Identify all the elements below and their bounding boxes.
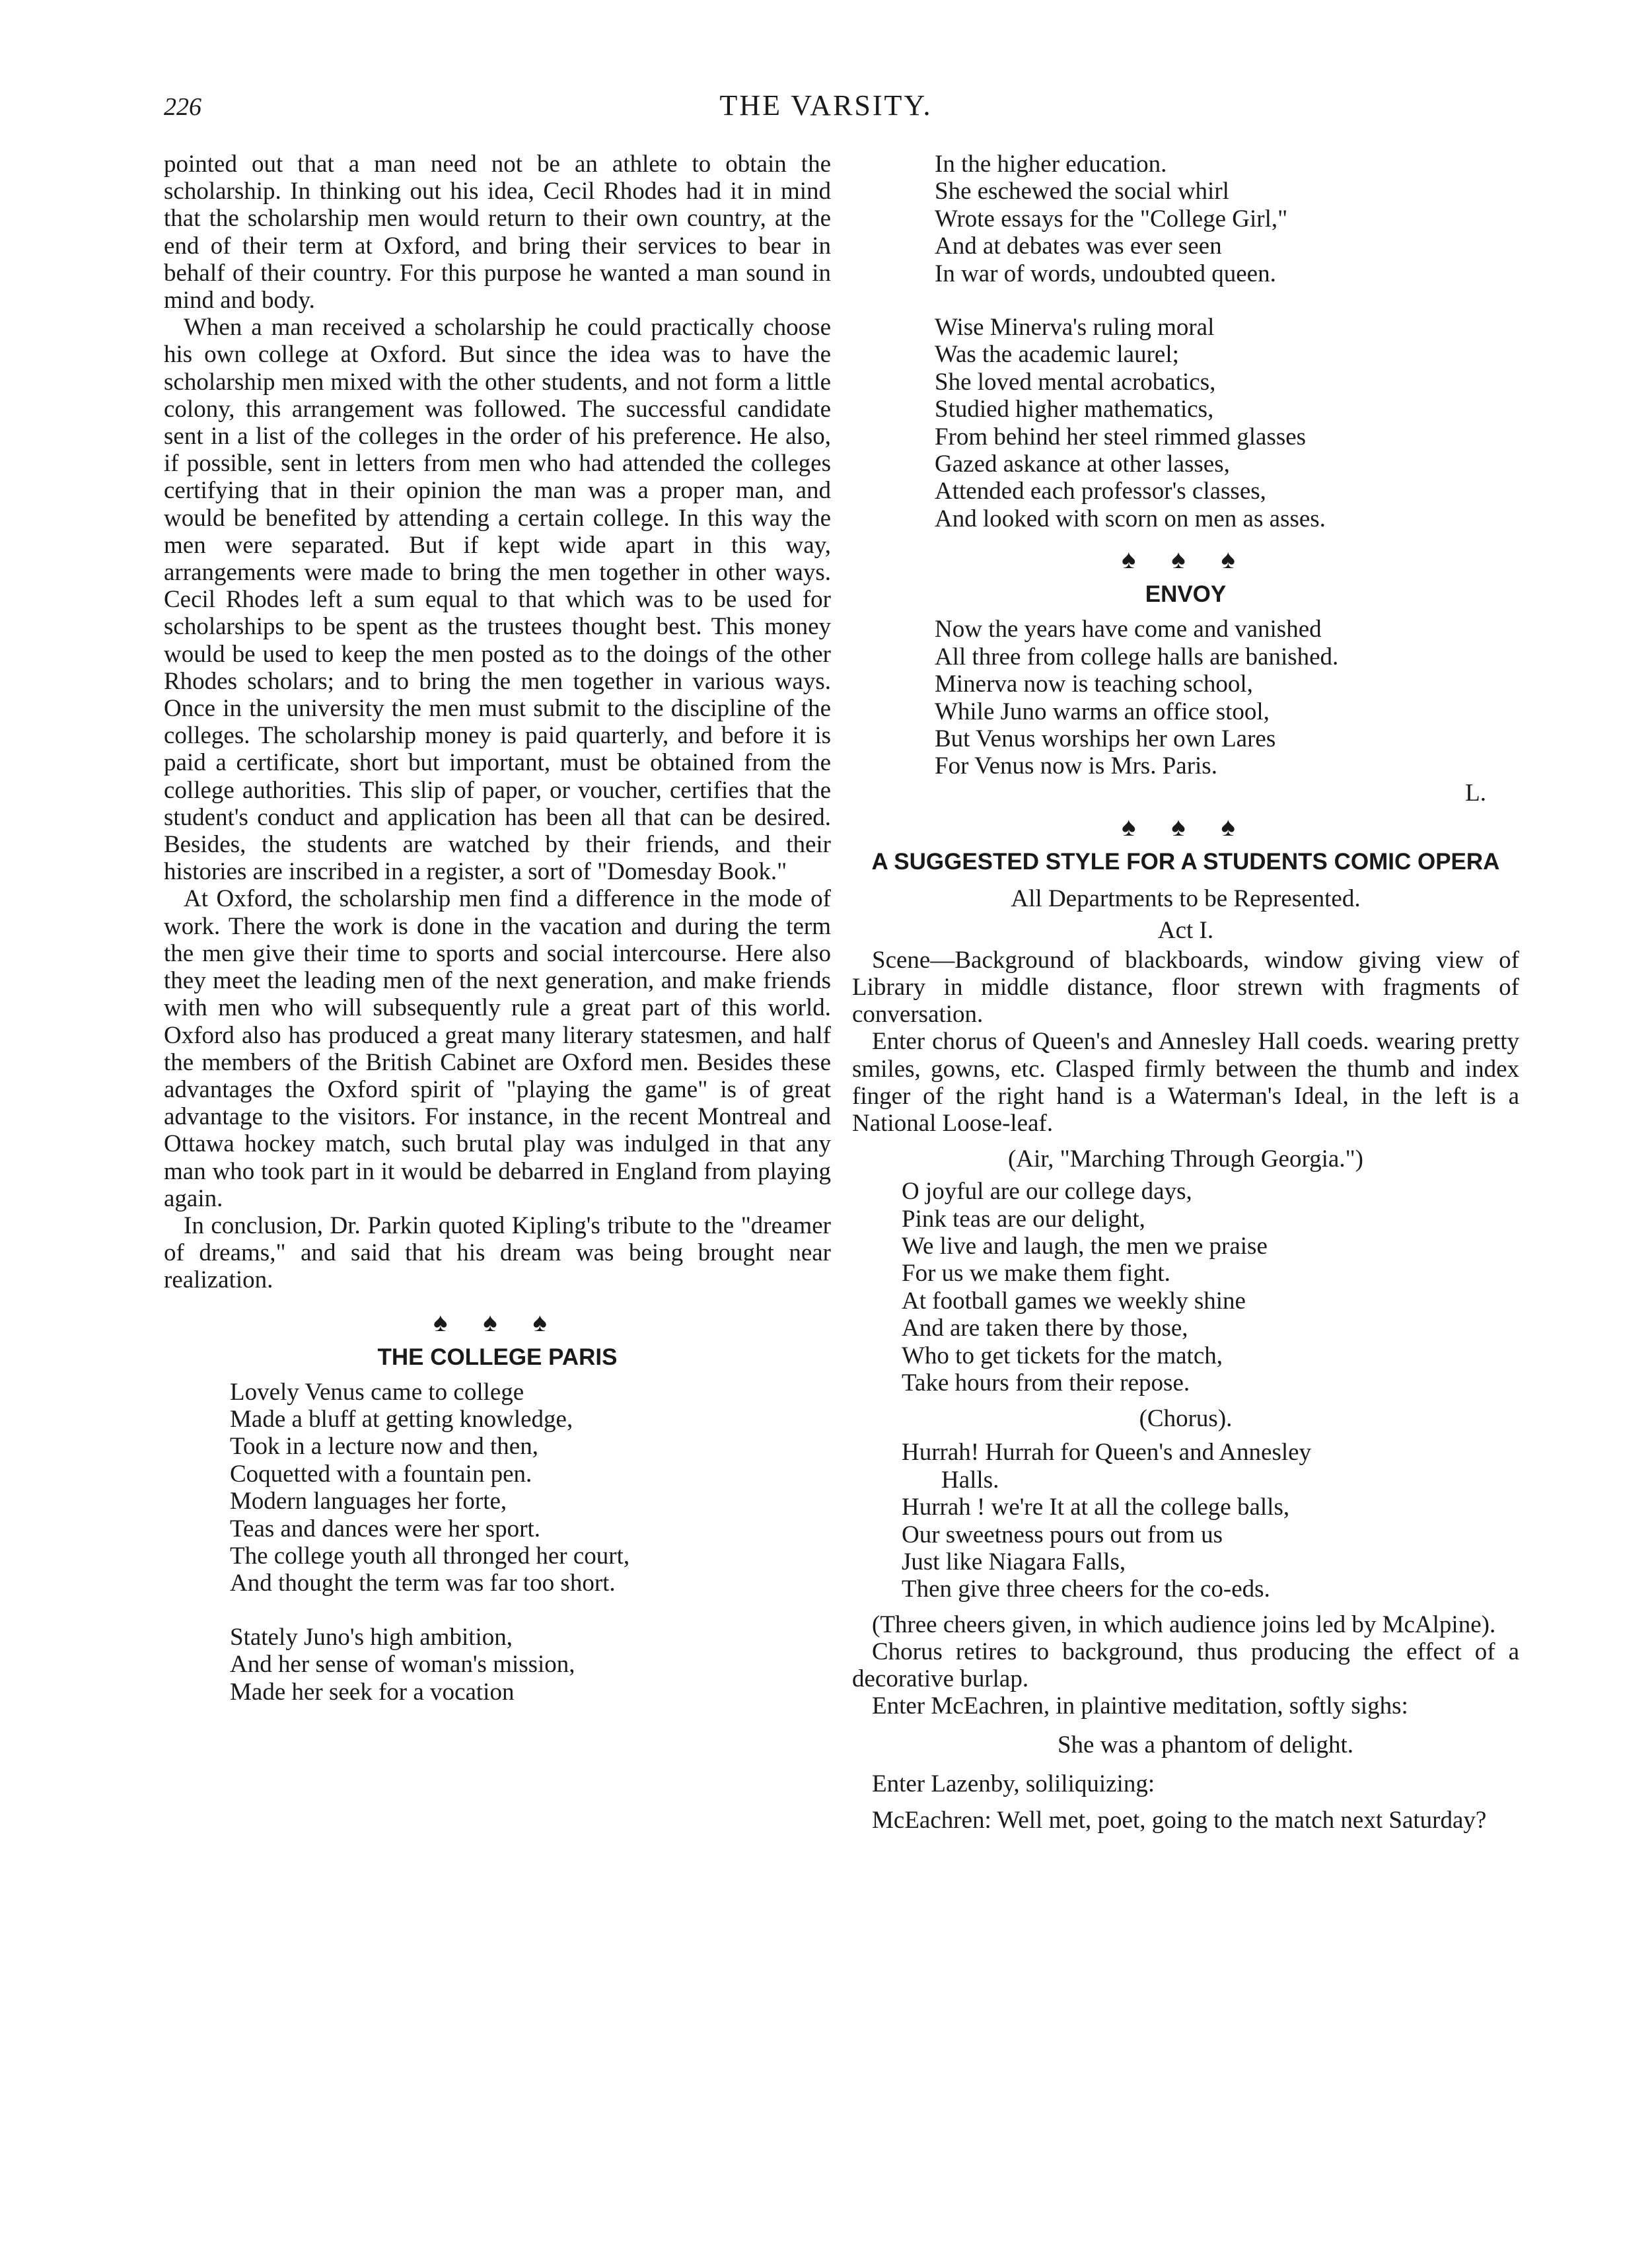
poem-line: Coquetted with a fountain pen. [230, 1460, 532, 1488]
stage-direction: Enter Lazenby, soliliquizing: [872, 1770, 1155, 1797]
dialogue-line: McEachren: Well met, poet, going to the match next Saturday? [872, 1806, 1487, 1834]
poem-line: Now the years have come and vanished [935, 616, 1322, 643]
poem-line: And thought the term was far too short. [230, 1570, 616, 1597]
stage-direction: Enter chorus of Queen's and Annesley Hall coeds. wearing pretty smiles, gowns, etc. Clasped firmly between the thumb and index finger of the right hand is a Waterman's Ideal, in the left is a National Loose-leaf. [852, 1028, 1519, 1137]
poem-line: Teas and dances were her sport. [230, 1515, 540, 1542]
spade-ornament: ♠ ♠ ♠ [1122, 811, 1250, 842]
article-paragraph: At Oxford, the scholarship men find a difference in the mode of work. There the work is done in the vacation and during the term the men give their time to sports and social intercourse. Here also they meet the leading men of the next generation, and make friends with men who will subsequently rule a great part of this world. Oxford also has produced a great many literary statesmen, and half the members of the British Cabinet are Oxford men. Besides these advantages the Oxford spirit of "playing the game" is of great advantage to the visitors. For instance, in the recent Montreal and Ottawa hockey match, such brutal play was indulged in that any man who took part in it would be debarred in England from playing again. [164, 885, 831, 1212]
poem-line: In the higher education. [935, 151, 1167, 178]
poem-line: Stately Juno's high ambition, [230, 1623, 513, 1651]
act-heading: Act I. [1157, 916, 1214, 944]
song-line: And are taken there by those, [902, 1315, 1188, 1342]
poem-line: Wrote essays for the "College Girl," [935, 205, 1288, 233]
stage-direction: (Three cheers given, in which audience joins led by McAlpine). [872, 1611, 1496, 1638]
poem-line: In war of words, undoubted queen. [935, 260, 1276, 287]
song-line: Take hours from their repose. [902, 1369, 1190, 1396]
poem-line: Was the academic laurel; [935, 341, 1179, 369]
article-paragraph: pointed out that a man need not be an athlete to obtain the scholarship. In thinking out his idea, Cecil Rhodes had it in mind that the scholarship men would return to their own country, at the end of their term at Oxford, and bring their services to bear in behalf of their country. For this purpose he wanted a man sound in mind and body. [164, 151, 831, 314]
article-paragraph: When a man received a scholarship he could practically choose his own college at Oxford. But since the idea was to have the scholarship men mixed with the other students, and not form a little colony, this arrangement was followed. The successful candidate sent in a list of the colleges in the order of his preference. He also, if possible, sent in letters from men who had attended the colleges certifying that in their opinion the man was a proper man, and would be benefited by attending a certain college. In this way the men were separated. But if kept wide apart in this way, arrangements were made to bring the men together in other ways. Cecil Rhodes left a sum equal to that which was to be used for scholarships to be spent as the trustees thought best. This money would be used to keep the men posted as to the doings of the other Rhodes scholars; and to bring the men together in various ways. Once in the university the men must submit to the discipline of the colleges. The scholarship money is paid quarterly, and before it is paid a certificate, short but important, must be obtained from the college authorities. This slip of paper, or voucher, certifies that the student's conduct and application has been all that can be desired. Besides, the students are watched by their friends, and their histories are inscribed in a register, a sort of "Domesday Book." [164, 314, 831, 886]
poem-line: Made her seek for a vocation [230, 1678, 515, 1706]
poem-line: Modern languages her forte, [230, 1488, 507, 1515]
poem-line: From behind her steel rimmed glasses [935, 423, 1307, 451]
author-signature: L. [1465, 779, 1486, 807]
chorus-stanza [852, 1439, 1519, 1603]
poem-line: The college youth all thronged her court, [230, 1542, 630, 1570]
poem-stanza [852, 151, 1519, 532]
poem-line: Took in a lecture now and then, [230, 1433, 538, 1461]
opera-subtitle: All Departments to be Represented. [1011, 885, 1361, 912]
song-stanza [852, 1178, 1519, 1396]
poem-line: And at debates was ever seen [935, 233, 1222, 260]
poem-line: Studied higher mathematics, [935, 396, 1214, 423]
envoy-title: ENVOY [1145, 581, 1227, 608]
page-number: 226 [164, 93, 201, 121]
song-line: O joyful are our college days, [902, 1178, 1192, 1206]
song-line: At football games we weekly shine [902, 1287, 1246, 1315]
song-line: Hurrah ! we're It at all the college balls, [902, 1494, 1290, 1521]
poem-line: And looked with scorn on men as asses. [935, 505, 1326, 532]
poem-line: She eschewed the social whirl [935, 178, 1229, 205]
poem-line: But Venus worships her own Lares [935, 725, 1276, 752]
quoted-line: She was a phantom of delight. [1057, 1731, 1354, 1758]
poem-line: Made a bluff at getting knowledge, [230, 1405, 573, 1433]
spade-ornament: ♠ ♠ ♠ [433, 1307, 561, 1337]
poem-stanza [164, 1379, 831, 1706]
stage-direction: Enter McEachren, in plaintive meditation, softly sighs: [872, 1692, 1408, 1720]
song-line: Who to get tickets for the match, [902, 1342, 1223, 1369]
poem-line: And her sense of woman's mission, [230, 1651, 575, 1679]
spade-ornament: ♠ ♠ ♠ [1122, 544, 1250, 575]
chorus-label: (Chorus). [1139, 1405, 1233, 1433]
opera-title: A SUGGESTED STYLE FOR A STUDENTS COMIC OPERA [871, 848, 1500, 875]
song-line: Then give three cheers for the co-eds. [902, 1576, 1270, 1603]
song-line: Just like Niagara Falls, [902, 1548, 1126, 1576]
poem-line: Minerva now is teaching school, [935, 670, 1253, 698]
envoy-stanza [852, 616, 1519, 779]
song-line: Our sweetness pours out from us [902, 1521, 1223, 1548]
poem-line: Lovely Venus came to college [230, 1378, 524, 1406]
poem-line: Attended each professor's classes, [935, 478, 1266, 505]
left-column [164, 151, 831, 1706]
poem-line: Gazed askance at other lasses, [935, 451, 1230, 478]
song-line: Hurrah! Hurrah for Queen's and Annesley [902, 1439, 1312, 1467]
poem-line: For Venus now is Mrs. Paris. [935, 752, 1217, 780]
poem-title: THE COLLEGE PARIS [377, 1344, 618, 1370]
song-line: For us we make them fight. [902, 1260, 1170, 1287]
poem-line: Wise Minerva's ruling moral [935, 314, 1215, 342]
song-line: Pink teas are our delight, [902, 1205, 1145, 1233]
running-head: THE VARSITY. [719, 89, 933, 122]
air-note: (Air, "Marching Through Georgia.") [1007, 1145, 1364, 1173]
stage-direction: Scene—Background of blackboards, window giving view of Library in middle distance, floor strewn with fragments of conversation. [852, 946, 1519, 1029]
poem-line: She loved mental acrobatics, [935, 368, 1216, 396]
song-line: We live and laugh, the men we praise [902, 1232, 1268, 1260]
article-paragraph: In conclusion, Dr. Parkin quoted Kipling's tribute to the "dreamer of dreams," and said that his dream was being brought near realization. [164, 1212, 831, 1294]
poem-line: All three from college halls are banished. [935, 643, 1339, 670]
poem-line: While Juno warms an office stool, [935, 698, 1270, 725]
stage-direction: Chorus retires to background, thus producing the effect of a decorative burlap. [852, 1638, 1519, 1693]
right-column [852, 151, 1519, 1834]
song-line: Halls. [941, 1466, 999, 1494]
